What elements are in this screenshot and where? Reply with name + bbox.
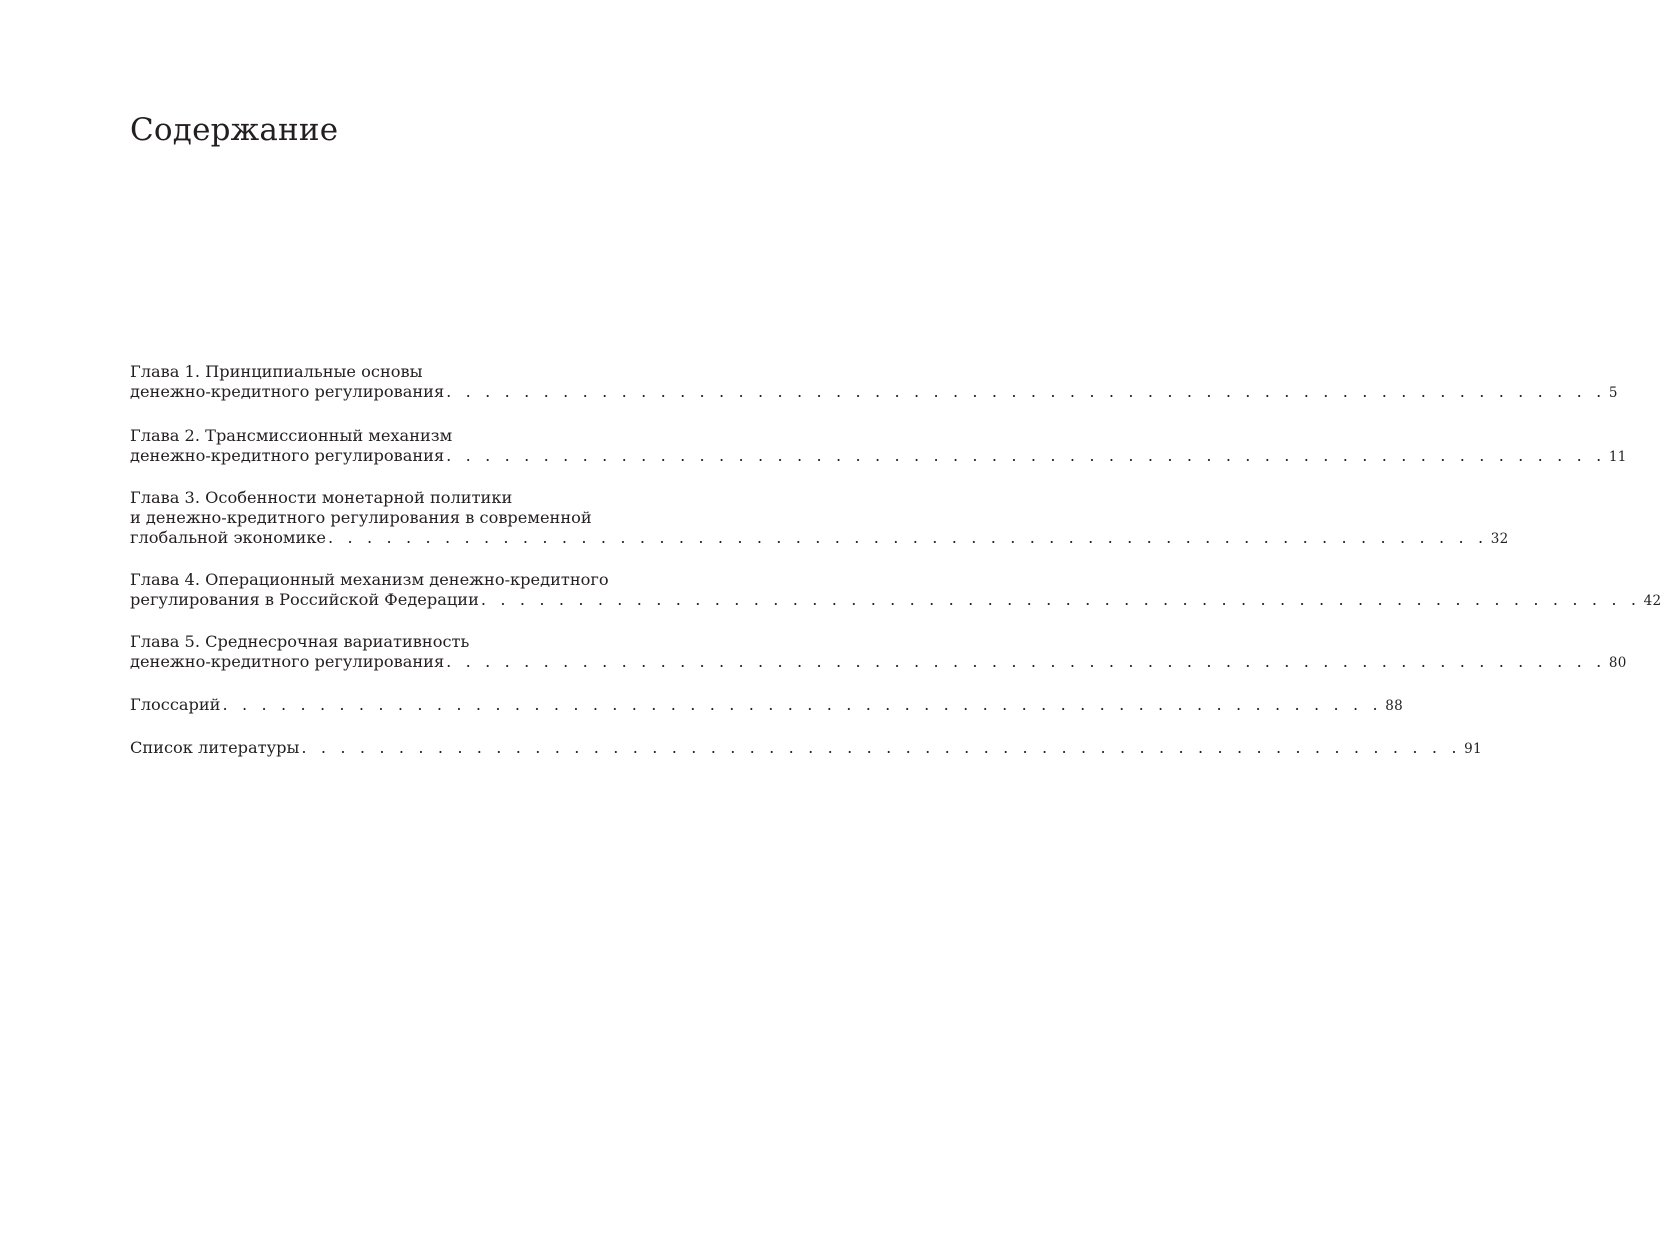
toc-entry-last-line [130,382,1618,403]
toc-entry-last-line [130,446,1627,467]
toc-entry-label: регулирования в Российской Федерации [130,590,479,609]
toc-page-number: 88 [1385,698,1403,714]
dot-leader: . . . . . . . . . . . . . . . . . . . . . . . . . . . . . . . . . . . . . . . . . . . . . . . . . . . . . . . . . . . . [222,695,1383,714]
table-of-contents [130,362,1661,759]
toc-page-number: 80 [1608,655,1627,671]
toc-entry-line: Глава 3. Особенности монетарной политики [130,488,513,507]
dot-leader: . . . . . . . . . . . . . . . . . . . . . . . . . . . . . . . . . . . . . . . . . . . . . . . . . . . . . . . . . . . . [328,528,1488,547]
toc-entry-chapter-1[interactable] [130,362,1618,403]
toc-entry-label: Глоссарий [130,695,221,714]
toc-page-number: 32 [1490,531,1509,547]
toc-entry-last-line [130,738,1482,759]
toc-entry-label: денежно-кредитного регулирования [130,446,445,465]
dot-leader: . . . . . . . . . . . . . . . . . . . . . . . . . . . . . . . . . . . . . . . . . . . . . . . . . . . . . . . . . . . . [301,738,1462,757]
toc-entry-chapter-3[interactable] [130,488,1509,549]
toc-entry-label: глобальной экономике [130,528,327,547]
toc-entry-bibliography[interactable] [130,738,1482,759]
dot-leader: . . . . . . . . . . . . . . . . . . . . . . . . . . . . . . . . . . . . . . . . . . . . . . . . . . . . . . . . . . . . [480,590,1641,609]
toc-entry-line: Глава 4. Операционный механизм денежно-кредитного [130,570,609,589]
toc-entry-last-line [130,590,1661,611]
dot-leader: . . . . . . . . . . . . . . . . . . . . . . . . . . . . . . . . . . . . . . . . . . . . . . . . . . . . . . . . . . . . [446,446,1606,465]
toc-entry-line: Глава 2. Трансмиссионный механизм [130,426,453,445]
toc-entry-line: Глава 5. Среднесрочная вариативность [130,632,470,651]
dot-leader: . . . . . . . . . . . . . . . . . . . . . . . . . . . . . . . . . . . . . . . . . . . . . . . . . . . . . . . . . . . . [446,382,1606,401]
toc-entry-chapter-4[interactable] [130,570,1661,611]
toc-entry-label: денежно-кредитного регулирования [130,652,445,671]
toc-entry-last-line [130,695,1403,716]
toc-page-number: 91 [1464,741,1482,757]
toc-entry-last-line [130,652,1627,673]
page-title: Содержание [130,112,339,148]
toc-page-number: 42 [1643,593,1661,609]
toc-entry-glossary[interactable] [130,695,1403,716]
toc-entry-chapter-5[interactable] [130,632,1627,673]
toc-page-number: 5 [1608,385,1618,401]
toc-entry-label: Список литературы [130,738,300,757]
toc-entry-line: и денежно-кредитного регулирования в современной [130,508,592,527]
toc-entry-chapter-2[interactable] [130,426,1627,467]
toc-entry-line: Глава 1. Принципиальные основы [130,362,423,381]
toc-page-number: 11 [1608,449,1627,465]
toc-entry-last-line [130,528,1509,549]
dot-leader: . . . . . . . . . . . . . . . . . . . . . . . . . . . . . . . . . . . . . . . . . . . . . . . . . . . . . . . . . . . . [446,652,1606,671]
toc-entry-label: денежно-кредитного регулирования [130,382,445,401]
